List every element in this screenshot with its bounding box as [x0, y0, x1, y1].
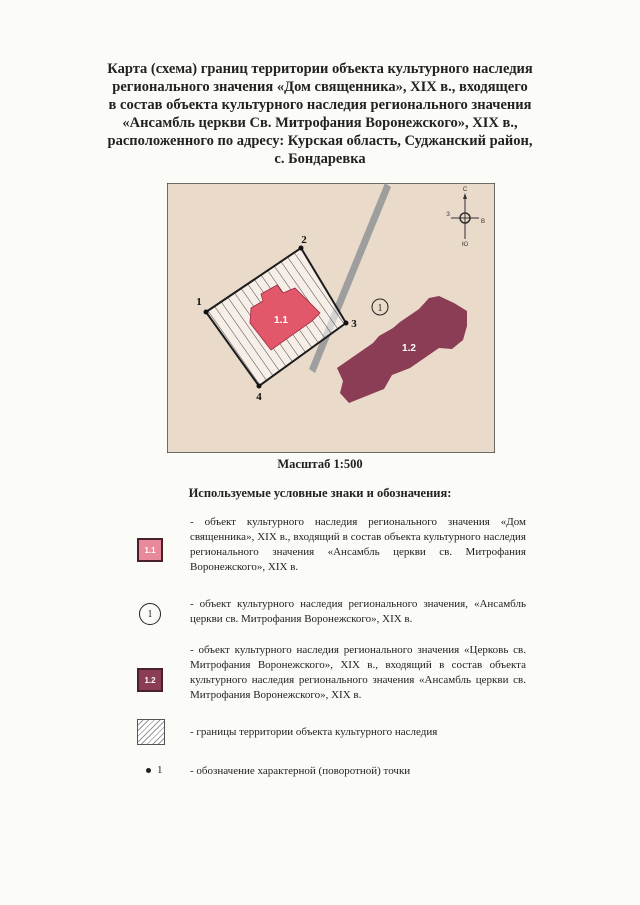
- point-dot-icon: [146, 768, 151, 773]
- title-line: с. Бондаревка: [274, 151, 366, 167]
- legend-text-object-1-2: - объект культурного наследия регионального значения «Церковь св. Митрофания Воронежского», XIX в., входящий в состав объекта культурного наследия регионального значения «Ансамбль церкви св. Митрофания Воронежского», XIX в.: [190, 644, 526, 701]
- point-2-label: 2: [301, 234, 307, 246]
- title-line: расположенного по адресу: Курская область, Суджанский район,: [107, 133, 533, 149]
- point-1-label: 1: [196, 296, 202, 308]
- legend-symbol-point: [146, 764, 163, 776]
- site-map: [167, 183, 495, 453]
- legend-title: Используемые условные знаки и обозначения:: [188, 486, 452, 500]
- compass-east: В: [480, 219, 486, 225]
- title-line: Карта (схема) границ территории объекта культурного наследия: [107, 61, 533, 77]
- legend-text-boundary: - границы территории объекта культурного наследия: [190, 726, 438, 738]
- legend-symbol-label: 1: [157, 764, 163, 776]
- legend-symbol-ensemble: [139, 603, 161, 625]
- ensemble-marker-label: 1: [377, 303, 383, 314]
- title-line: регионального значения «Дом священника», XIX в., входящего: [112, 79, 528, 95]
- legend-symbol-label: 1.2: [144, 675, 156, 685]
- legend-symbol-label: 1: [147, 608, 153, 620]
- legend-text-ensemble: - объект культурного наследия регионального значения, «Ансамбль церкви св. Митрофания Воронежского», XIX в.: [190, 598, 526, 625]
- legend-symbol-object-1-2: [137, 668, 163, 692]
- object-1-2-label: 1.2: [402, 343, 416, 354]
- legend-symbol-object-1-1: [137, 538, 163, 562]
- point-4-label: 4: [256, 391, 262, 403]
- object-1-1-label: 1.1: [274, 315, 288, 326]
- scale-label: Масштаб 1:500: [277, 457, 363, 471]
- title-line: в состав объекта культурного наследия регионального значения: [108, 97, 532, 113]
- legend-text-object-1-1: - объект культурного наследия регионального значения «Дом священника», XIX в., входящий в состав объекта культурного наследия регионального значения «Ансамбль церкви св. Митрофания Воронежского», XIX в.: [190, 516, 526, 573]
- document-title: [80, 60, 560, 168]
- legend-symbol-label: 1.1: [144, 545, 156, 555]
- compass-north: С: [462, 187, 468, 193]
- point-3-dot: [344, 321, 349, 326]
- point-4-dot: [257, 384, 262, 389]
- title-line: «Ансамбль церкви Св. Митрофания Воронежского», XIX в.,: [122, 115, 518, 131]
- legend-symbol-boundary: [137, 719, 165, 745]
- point-2-dot: [299, 246, 304, 251]
- compass-south: Ю: [461, 242, 469, 248]
- compass-west: З: [446, 212, 450, 218]
- point-1-dot: [204, 310, 209, 315]
- point-3-label: 3: [351, 318, 357, 330]
- legend-text-point: - обозначение характерной (поворотной) точки: [190, 765, 411, 777]
